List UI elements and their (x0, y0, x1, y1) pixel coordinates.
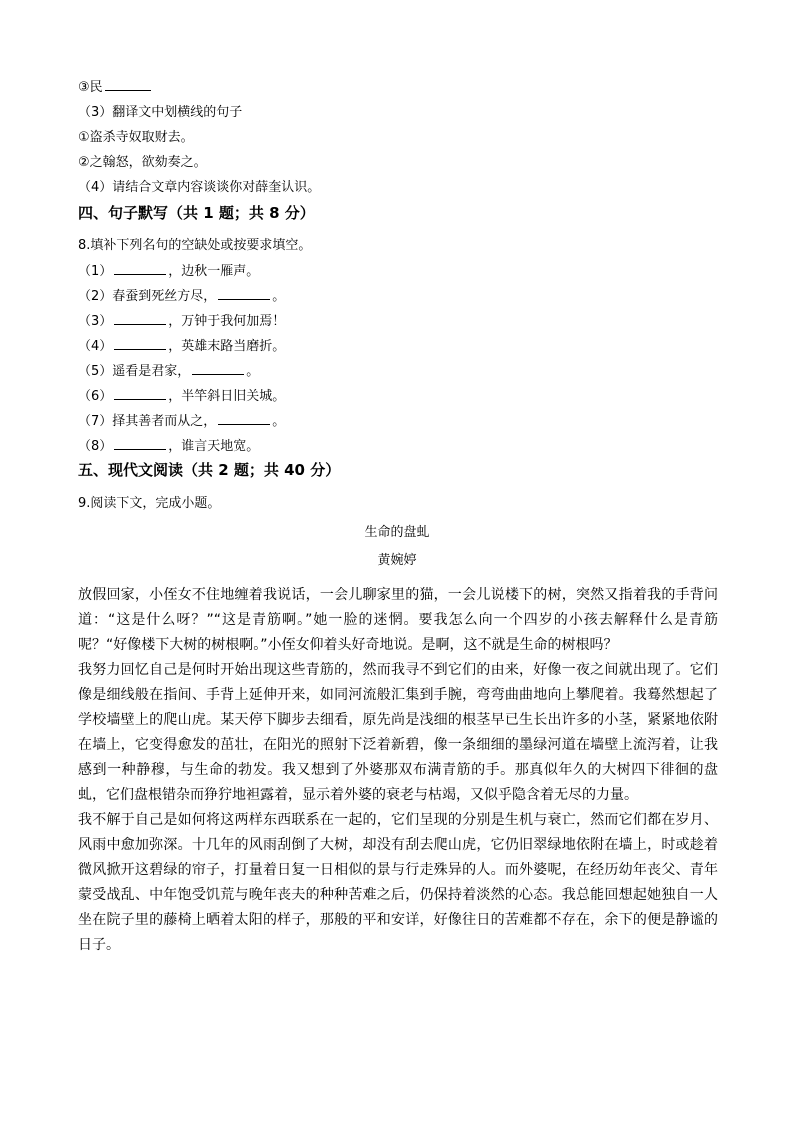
item-number: （8） (78, 439, 113, 454)
question-8: 8.填补下列名句的空缺处或按要求填空。 (78, 238, 312, 253)
answer-blank (114, 312, 166, 325)
line-text: ③民 (78, 80, 103, 95)
item-number: （7） (78, 414, 113, 429)
answer-blank (192, 362, 244, 375)
paragraph-1: 放假回家，小侄女不住地缠着我说话，一会儿聊家里的猫，一会儿说楼下的树，突然又指着我的手背问道：“这是什么呀？”“这是青筋啊。”她一脸的迷惘。要我怎么向一个四岁的小孩去解释什么是青筋呢？“好像楼下大树的树根啊。”小侄女仰着头好奇地说。是啊，这不就是生命的树根吗？ (78, 587, 718, 653)
article-body (78, 583, 718, 958)
fill-blank-item (78, 262, 259, 281)
part-a-line-1 (78, 78, 153, 97)
fill-blank-item (78, 387, 285, 406)
item-text-after: ，英雄末路当磨折。 (168, 339, 286, 354)
answer-blank (218, 412, 270, 425)
fill-blank-item (78, 412, 285, 431)
answer-blank (114, 387, 166, 400)
item-text-before: 遥看是君家， (112, 364, 191, 379)
item-number: （3） (78, 314, 113, 329)
part-a-line-5: （4）请结合文章内容谈谈你对薛奎认识。 (78, 180, 321, 195)
question-9: 9.阅读下文，完成小题。 (78, 496, 221, 511)
answer-blank (114, 337, 166, 350)
item-text-after: ，半竿斜日旧关城。 (168, 389, 286, 404)
item-number: （1） (78, 264, 113, 279)
item-text-after: ，边秋一雁声。 (168, 264, 260, 279)
item-text-after: 。 (272, 289, 286, 304)
section-5-title: 五、现代文阅读（共 2 题；共 40 分） (78, 461, 341, 479)
item-number: （5） (78, 364, 113, 379)
section-4-title: 四、句子默写（共 1 题；共 8 分） (78, 204, 315, 222)
answer-blank (114, 437, 166, 450)
item-text-after: 。 (272, 414, 286, 429)
paragraph-3: 我不解于自己是如何将这两样东西联系在一起的，它们呈现的分别是生机与衰亡，然而它们都在岁月、风雨中愈加弥深。十几年的风雨刮倒了大树，却没有刮去爬山虎，它仍旧翠绿地依附在墙上，时或趁着微风掀开这碧绿的帘子，打量着日复一日相似的景与行走殊异的人。而外婆呢，在经历幼年丧父、青年蒙受战乱、中年饱受饥荒与晚年丧夫的种种苦难之后，仍保持着淡然的心态。我总能回想起她独自一人坐在院子里的藤椅上晒着太阳的样子，那般的平和安详，好像往日的苦难都不存在，余下的便是静谧的日子。 (78, 812, 718, 953)
article-author: 黄婉婷 (377, 553, 417, 568)
item-text-after: ，万钟于我何加焉！ (168, 314, 286, 329)
paragraph-2: 我努力回忆自己是何时开始出现这些青筋的，然而我寻不到它们的由来，好像一夜之间就出现了。它们像是细线般在指间、手背上延伸开来，如同河流般汇集到手腕，弯弯曲曲地向上攀爬着。我蓦然想起了学校墙壁上的爬山虎。某天停下脚步去细看，原先尚是浅细的根茎早已生长出许多的小茎，紧紧地依附在墙上，它变得愈发的茁壮，在阳光的照射下泛着新碧，像一条细细的墨绿河道在墙壁上流泻着，让我感到一种静穆，与生命的勃发。我又想到了外婆那双布满青筋的手。那真似年久的大树四下徘徊的盘虬，它们盘根错杂而狰狞地袒露着，显示着外婆的衰老与枯竭，又似乎隐含着无尽的力量。 (78, 662, 718, 803)
item-text-before: 择其善者而从之， (112, 414, 217, 429)
answer-blank (218, 287, 270, 300)
article-title: 生命的盘虬 (364, 525, 430, 540)
answer-blank (114, 262, 166, 275)
item-text-after: 。 (246, 364, 260, 379)
item-number: （4） (78, 339, 113, 354)
part-a-line-4: ②之翰怒，欲劾奏之。 (78, 155, 207, 170)
answer-blank (105, 78, 151, 91)
part-a-line-3: ①盗杀寺奴取财去。 (78, 130, 194, 145)
part-a-line-2: （3）翻译文中划横线的句子 (78, 105, 243, 120)
fill-blank-item (78, 287, 285, 306)
item-number: （2） (78, 289, 113, 304)
fill-blank-item (78, 362, 259, 381)
fill-blank-item (78, 337, 285, 356)
fill-blank-item (78, 437, 259, 456)
item-text-before: 春蚕到死丝方尽， (112, 289, 217, 304)
item-number: （6） (78, 389, 113, 404)
item-text-after: ，谁言天地宽。 (168, 439, 260, 454)
fill-blank-item (78, 312, 285, 331)
